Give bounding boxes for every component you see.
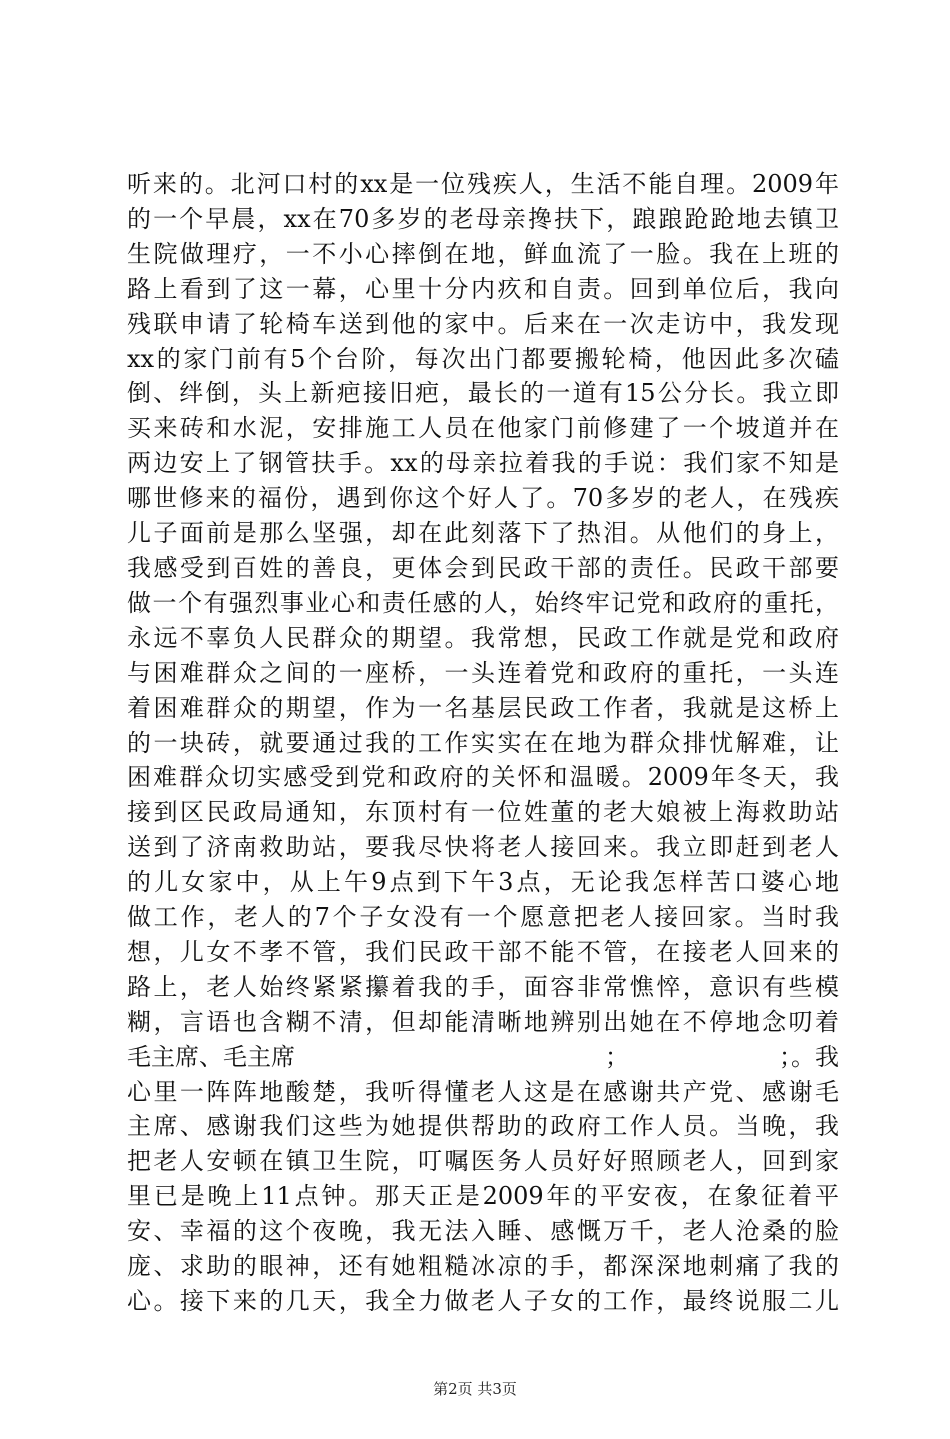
text-fragment: 毛主席、毛主席 xyxy=(127,1042,295,1071)
text-line: 心。接下来的几天，我全力做老人子女的工作，最终说服二儿 xyxy=(127,1287,839,1315)
text-line: 庞、求助的眼神，还有她粗糙冰凉的手，都深深地刺痛了我的 xyxy=(127,1252,839,1281)
text-line: 两边安上了钢管扶手。xx的母亲拉着我的手说：我们家不知是 xyxy=(127,449,839,478)
text-line: 哪世修来的福份，遇到你这个好人了。70多岁的老人，在残疾 xyxy=(127,484,839,513)
text-line: 生院做理疗，一不小心摔倒在地，鲜血流了一脸。我在上班的 xyxy=(127,239,839,268)
text-line: 困难群众切实感受到党和政府的关怀和温暖。2009年冬天，我 xyxy=(127,763,839,792)
text-line: 路上，老人始终紧紧攥着我的手，面容非常憔悴，意识有些模 xyxy=(127,972,839,1001)
text-line: 永远不辜负人民群众的期望。我常想，民政工作就是党和政府 xyxy=(127,623,839,652)
text-line: xx的家门前有5个台阶，每次出门都要搬轮椅，他因此多次磕 xyxy=(127,344,839,373)
text-line: 着困难群众的期望，作为一名基层民政工作者，我就是这桥上 xyxy=(127,693,839,722)
text-line: 接到区民政局通知，东顶村有一位姓董的老大娘被上海救助站 xyxy=(127,798,839,827)
text-line: 儿子面前是那么坚强，却在此刻落下了热泪。从他们的身上， xyxy=(127,519,839,548)
text-fragment: ；。我 xyxy=(779,1042,839,1071)
text-line: 倒、绊倒，头上新疤接旧疤，最长的一道有15公分长。我立即 xyxy=(127,379,839,408)
text-line: 路上看到了这一幕，心里十分内疚和自责。回到单位后，我向 xyxy=(127,274,839,303)
text-line: 的儿女家中，从上午9点到下午3点，无论我怎样苦口婆心地 xyxy=(127,868,839,897)
text-line: 主席、感谢我们这些为她提供帮助的政府工作人员。当晚，我 xyxy=(127,1112,839,1141)
page-footer: 第2页 共3页 xyxy=(433,1379,517,1398)
text-line: 把老人安顿在镇卫生院，叮嘱医务人员好好照顾老人，回到家 xyxy=(127,1147,839,1176)
text-line: 我感受到百姓的善良，更体会到民政干部的责任。民政干部要 xyxy=(127,553,839,582)
text-line: 里已是晚上11点钟。那天正是2009年的平安夜，在象征着平 xyxy=(127,1182,839,1211)
text-line: 糊，言语也含糊不清，但却能清晰地辨别出她在不停地念叨着 xyxy=(127,1007,839,1036)
text-line: 做工作，老人的7个子女没有一个愿意把老人接回家。当时我 xyxy=(127,903,839,932)
text-line: 听来的。北河口村的xx是一位残疾人，生活不能自理。2009年 xyxy=(127,170,839,198)
document-body xyxy=(127,0,839,1319)
text-line: 的一个早晨，xx在70多岁的老母亲搀扶下，踉踉跄跄地去镇卫 xyxy=(127,204,839,233)
text-line xyxy=(127,1040,839,1075)
text-line: 安、幸福的这个夜晚，我无法入睡、感慨万千，老人沧桑的脸 xyxy=(127,1217,839,1246)
text-line: 做一个有强烈事业心和责任感的人，始终牢记党和政府的重托， xyxy=(127,588,839,617)
text-line: 的一块砖，就要通过我的工作实实在在地为群众排忧解难，让 xyxy=(127,728,839,757)
text-line: 送到了济南救助站，要我尽快将老人接回来。我立即赶到老人 xyxy=(127,833,839,862)
text-line: 买来砖和水泥，安排施工人员在他家门前修建了一个坡道并在 xyxy=(127,414,839,443)
text-line: 与困难群众之间的一座桥，一头连着党和政府的重托，一头连 xyxy=(127,658,839,687)
text-line: 想，儿女不孝不管，我们民政干部不能不管，在接老人回来的 xyxy=(127,937,839,966)
text-line: 心里一阵阵地酸楚，我听得懂老人这是在感谢共产党、感谢毛 xyxy=(127,1077,839,1106)
text-line: 残联申请了轮椅车送到他的家中。后来在一次走访中，我发现 xyxy=(127,309,839,338)
text-fragment: ； xyxy=(605,1042,629,1071)
